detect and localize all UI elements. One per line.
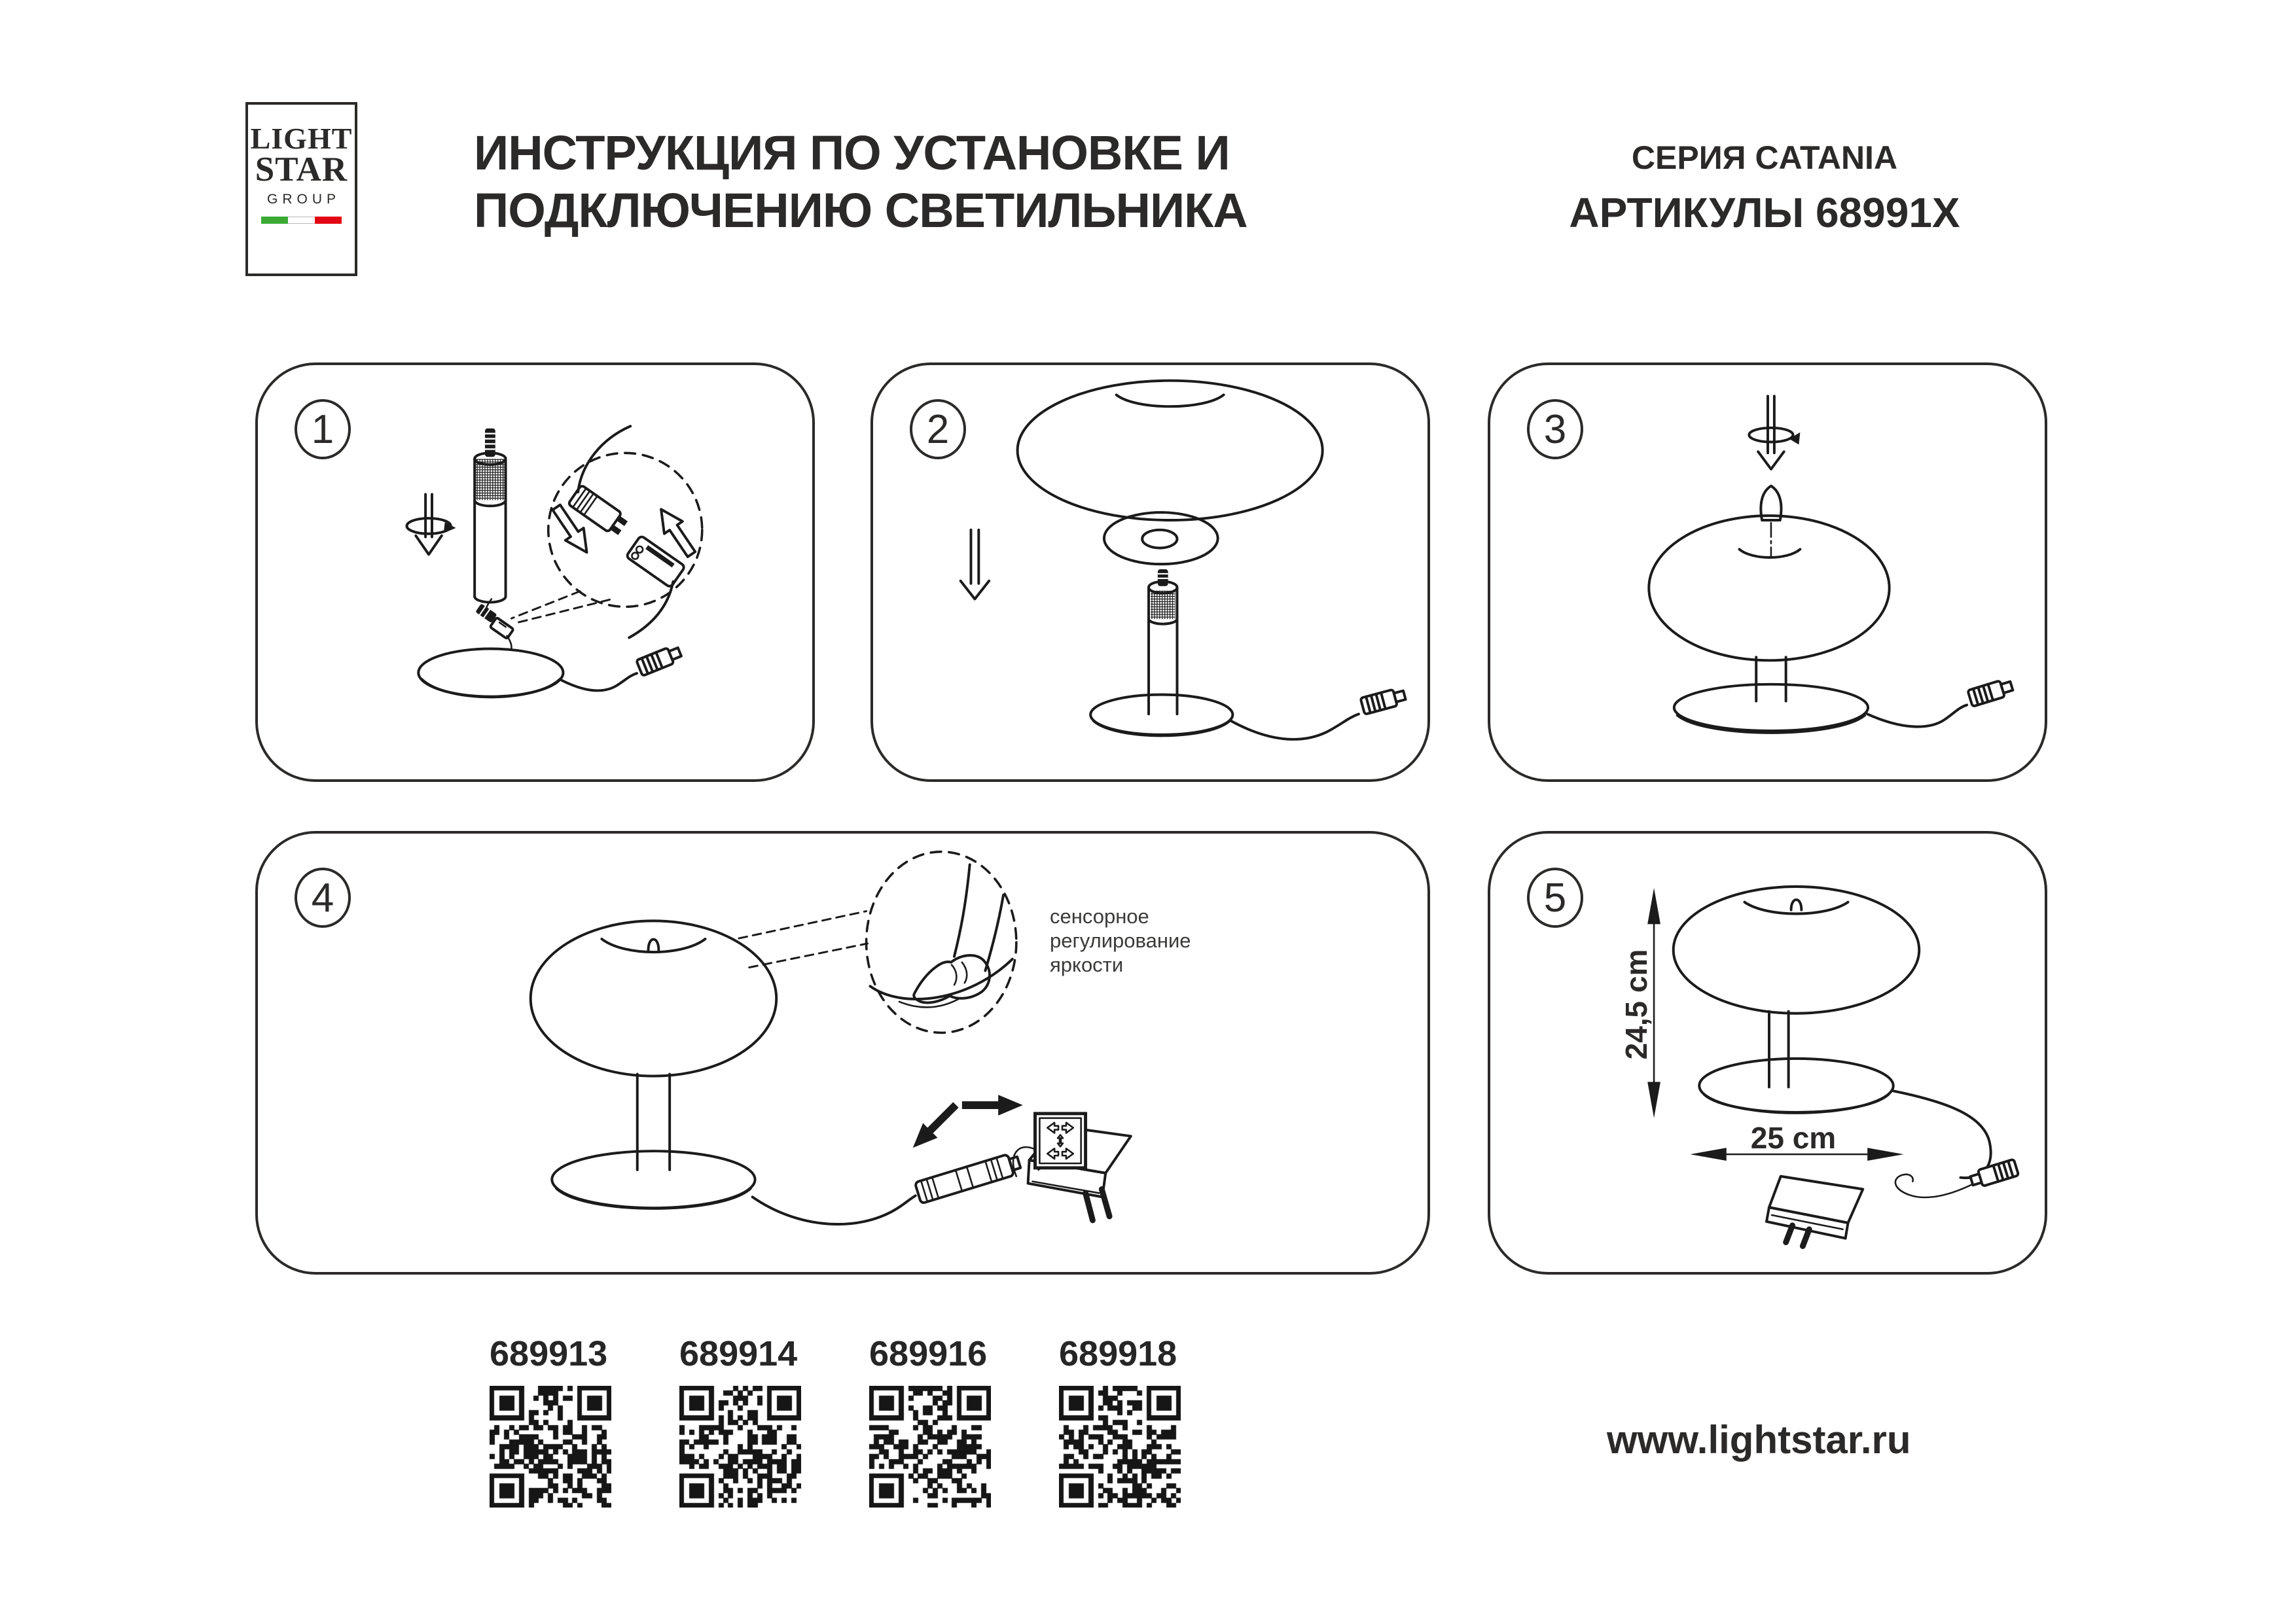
page-title [474, 124, 1247, 239]
step4-diagram [258, 834, 1427, 1272]
push-arrow-up-icon [652, 503, 700, 561]
article-689914 [679, 1333, 804, 1508]
assembled-lamp [531, 921, 777, 1209]
connector-callout [511, 418, 702, 643]
note-line: сенсорное [1050, 905, 1149, 928]
lamp-base [418, 649, 563, 697]
step-panel-2 [870, 362, 1430, 782]
title-line-1: ИНСТРУКЦИЯ ПО УСТАНОВКЕ И [474, 126, 1230, 180]
article-code: 689918 [1059, 1334, 1177, 1373]
article-code: 689916 [869, 1334, 988, 1373]
step-number-1 [295, 399, 351, 459]
cable-and-connectors [753, 1095, 1045, 1224]
cable-and-adapter [1767, 1091, 2018, 1246]
qr-code [1059, 1386, 1181, 1508]
qr-code [490, 1386, 611, 1508]
wall-socket-icon [1035, 1114, 1085, 1168]
step-number-label: 2 [926, 406, 950, 452]
lamp-shade [1649, 516, 1889, 660]
step-panel-1 [255, 362, 815, 782]
finial-bump [649, 940, 659, 950]
step-number-5 [1527, 868, 1583, 928]
plug-in-arrow-icon [962, 1095, 1023, 1116]
website-url: www.lightstar.ru [1607, 1418, 1911, 1462]
note-line: регулирование [1050, 929, 1191, 952]
step-number-label: 5 [1543, 875, 1567, 921]
logo-word-star: STAR [255, 150, 348, 188]
step-number-4 [295, 868, 351, 928]
power-adapter [1767, 1176, 1863, 1246]
unplug-arrow-icon [906, 1097, 963, 1155]
callout-socket [589, 535, 690, 643]
screw-down-arrow-icon [406, 495, 456, 555]
down-arrow-icon [961, 530, 989, 599]
lamp-pole [475, 429, 505, 603]
dc-connector-pair [915, 1152, 1022, 1203]
base-cable [562, 644, 683, 690]
step-number-label: 3 [1543, 406, 1567, 452]
height-dimension-label: 24,5 cm [1619, 949, 1653, 1060]
finial [1761, 486, 1781, 557]
base-rim [1704, 1095, 1888, 1112]
step-panel-5 [1488, 831, 2047, 1275]
screw-down-arrow-icon [1749, 396, 1800, 469]
title-line-2: ПОДКЛЮЧЕНИЮ СВЕТИЛЬНИКА [474, 183, 1247, 238]
series-label: СЕРИЯ CATANIA [1631, 139, 1898, 176]
step-number-label: 4 [311, 875, 334, 921]
italian-flag-icon [261, 217, 342, 224]
base-cable [1867, 678, 2014, 727]
step-panel-3 [1488, 362, 2047, 782]
shade-edge-in-callout [870, 959, 1012, 999]
logo-word-light: LIGHT [250, 122, 353, 155]
pole-on-base [1090, 569, 1232, 735]
note-line: яркости [1050, 953, 1124, 976]
base-rim [556, 1189, 750, 1209]
width-dimension-label: 25 cm [1750, 1121, 1837, 1155]
dc-plug [636, 644, 683, 676]
article-code: 689913 [490, 1334, 608, 1373]
dc-plug [1967, 678, 2014, 707]
lamp-shade [1018, 381, 1323, 520]
qr-code [869, 1386, 991, 1508]
hand-touch-icon [914, 864, 1003, 1002]
article-689916 [869, 1333, 994, 1508]
step-number-3 [1527, 399, 1583, 459]
touch-callout [739, 852, 1016, 1033]
article-689913 [490, 1333, 614, 1508]
logo-word-group: GROUP [266, 192, 340, 207]
dc-plug [1969, 1159, 2019, 1189]
qr-code [679, 1386, 801, 1508]
lightstar-logo [245, 102, 357, 276]
callout-tail [511, 591, 609, 623]
finial-bump [1791, 900, 1802, 910]
dc-plug [1361, 687, 1407, 715]
touch-dimming-note [1050, 904, 1191, 977]
assembled-lamp [1674, 887, 1920, 1113]
articles-label: АРТИКУЛЫ 68991X [1569, 189, 1960, 236]
series-info [1535, 139, 1994, 237]
pole-and-base [1674, 657, 1868, 733]
article-code: 689914 [679, 1334, 798, 1373]
article-689918 [1059, 1333, 1183, 1508]
step-number-2 [910, 399, 966, 459]
base-cable [1231, 687, 1407, 739]
threaded-stud [1158, 569, 1168, 586]
step-panel-4 [255, 831, 1430, 1275]
callout-plug [562, 418, 673, 538]
step-number-label: 1 [311, 406, 334, 452]
